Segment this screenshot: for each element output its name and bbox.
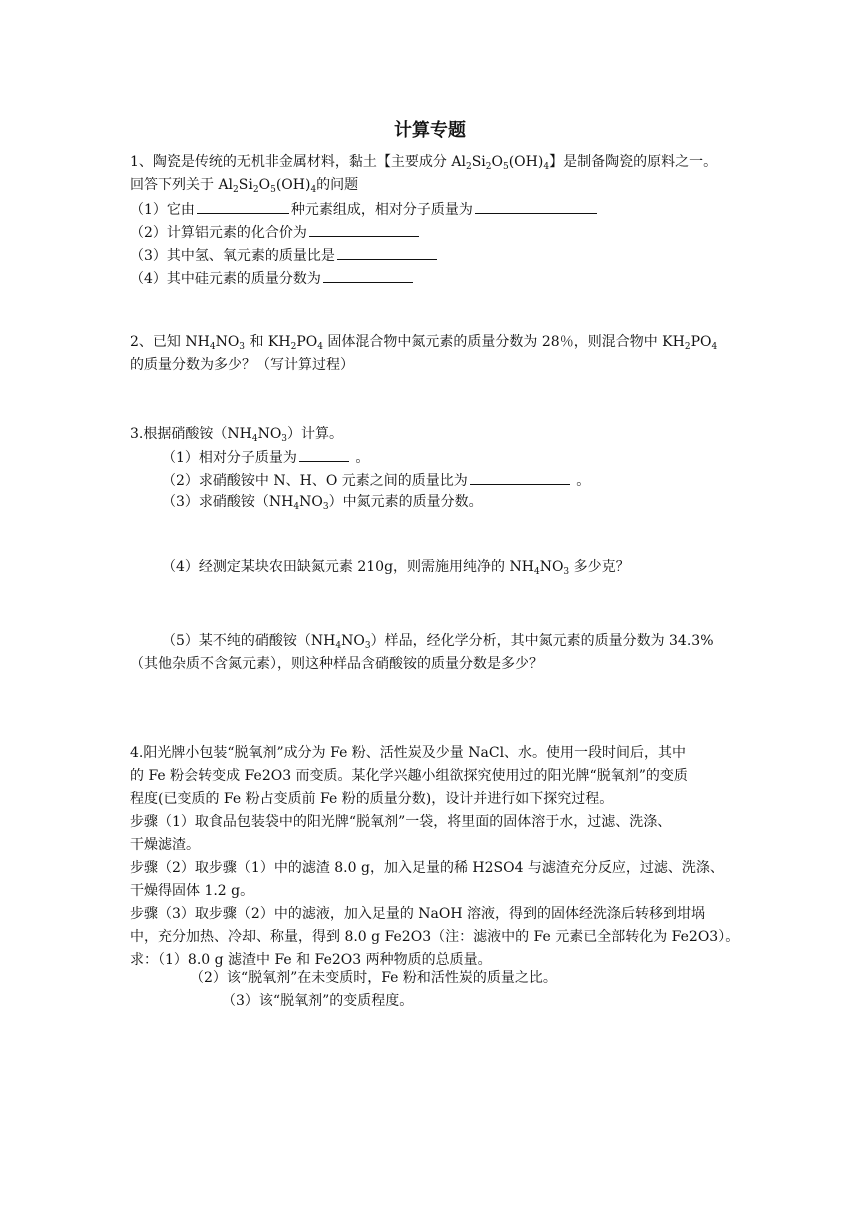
- q3-line-1: 3.根据硝酸铵$(NH_4NO_3)$计算。: [130, 426, 344, 444]
- q1-part-2: （2）计算铝元素的化合价为: [130, 222, 421, 243]
- q4-ask-3: （3）该“脱氧剂”的变质程度。: [222, 993, 414, 1009]
- answer-blank[interactable]: [470, 470, 570, 485]
- q4-line: 4.阳光牌小包装“脱氧剂”成分为 Fe 粉、活性炭及少量 NaCl、水。使用一段时间后，其中: [130, 745, 687, 761]
- q3-part-1: （1）相对分子质量为 。: [162, 447, 369, 468]
- answer-blank[interactable]: [323, 268, 413, 283]
- q4-line: 步骤（3）取步骤（2）中的滤液，加入足量的 NaOH 溶液，得到的固体经洗涤后转移到坩埚: [130, 906, 705, 922]
- q3-part-3: （3）求硝酸铵$(NH_4NO_3)$中氮元素的质量分数。: [162, 494, 483, 512]
- q1-line-2: 回答下列关于 $Al_2Si_2O_5(OH)_4$的问题: [130, 177, 359, 195]
- q3-part-4: （4）经测定某块农田缺氮元素 210g，则需施用纯净的 $NH_4NO_3$ 多少克？: [162, 559, 630, 577]
- q3-part-5-cont: （其他杂质不含氮元素），则这种样品含硝酸铵的质量分数是多少？: [130, 656, 543, 672]
- q4-line: 干燥滤渣。: [130, 837, 200, 853]
- q1-line-1: 1、陶瓷是传统的无机非金属材料，黏土【主要成分 $Al_2Si_2O_5(OH)_4$】是制备陶瓷的原料之一。: [130, 154, 718, 172]
- q2-line-2: 的质量分数为多少？（写计算过程）: [130, 357, 354, 373]
- q4-line: 干燥得固体 1.2 g。: [130, 883, 255, 899]
- q3-part-5: （5）某不纯的硝酸铵$(NH_4NO_3)$样品，经化学分析，其中氮元素的质量分数为 34.3%: [162, 633, 714, 651]
- answer-blank[interactable]: [475, 199, 597, 214]
- answer-blank[interactable]: [299, 447, 349, 462]
- q4-line: 程度(已变质的 Fe 粉占变质前 Fe 粉的质量分数)，设计并进行如下探究过程。: [130, 791, 614, 807]
- q3-part-2: （2）求硝酸铵中 N、H、O 元素之间的质量比为 。: [162, 470, 590, 491]
- q4-line: 步骤（1）取食品包装袋中的阳光牌“脱氧剂”一袋，将里面的固体溶于水，过滤、洗涤、: [130, 814, 672, 830]
- answer-blank[interactable]: [309, 222, 419, 237]
- q4-line: 的 Fe 粉会转变成 Fe2O3 而变质。某化学兴趣小组欲探究使用过的阳光牌“脱氧剂”的变质: [130, 768, 688, 784]
- page-title: 计算专题: [394, 120, 466, 141]
- answer-blank[interactable]: [197, 199, 289, 214]
- q2-line-1: 2、已知 $NH_4NO_3$ 和 $KH_2PO_4$ 固体混合物中氮元素的质量分数为 28％，则混合物中 $KH_2PO_4$: [130, 334, 718, 352]
- q4-line: 步骤（2）取步骤（1）中的滤渣 8.0 g，加入足量的稀 H2SO4 与滤渣充分反应，过滤、洗涤、: [130, 860, 724, 876]
- answer-blank[interactable]: [337, 245, 437, 260]
- q1-part-3: （3）其中氢、氧元素的质量比是: [130, 245, 439, 266]
- q1-part-4: （4）其中硅元素的质量分数为: [130, 268, 415, 289]
- q4-line: 求：（1）8.0 g 滤渣中 Fe 和 Fe2O3 两种物质的总质量。: [130, 952, 492, 968]
- q4-line: 中，充分加热、冷却、称量，得到 8.0 g Fe2O3（注：滤液中的 Fe 元素已全部转化为 Fe2O3）。: [130, 929, 740, 945]
- q1-part-1: （1）它由 种元素组成，相对分子质量为: [130, 199, 599, 220]
- q4-ask-2: （2）该“脱氧剂”在未变质时，Fe 粉和活性炭的质量之比。: [190, 970, 557, 986]
